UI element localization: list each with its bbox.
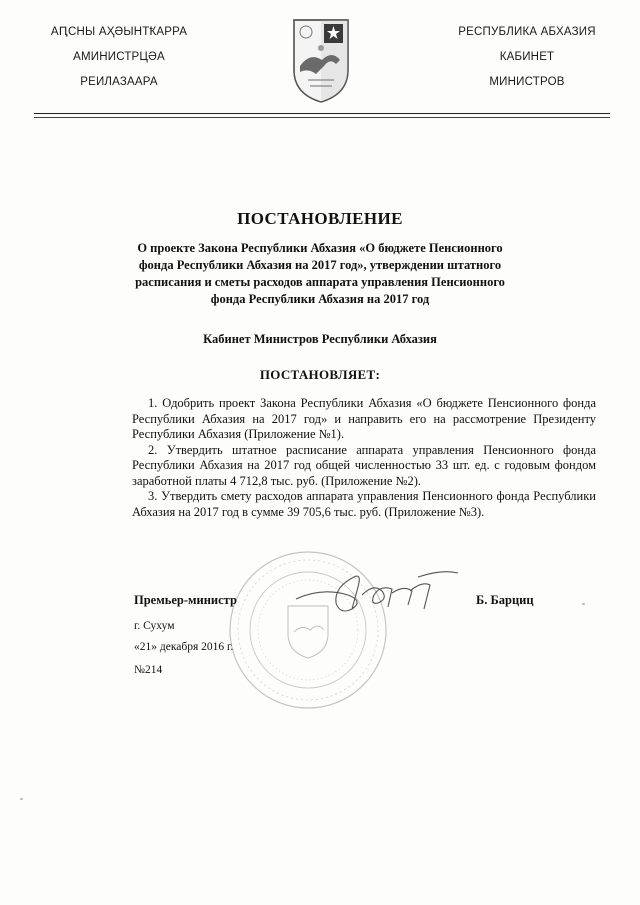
resolution-items <box>132 396 596 520</box>
scan-speck <box>20 798 23 800</box>
document-issuer: Кабинет Министров Республики Абхазия <box>203 332 437 346</box>
header-divider-thin <box>34 117 610 118</box>
handwritten-signature-icon <box>292 565 462 617</box>
issue-place: г. Сухум <box>134 620 175 632</box>
resolves-heading: ПОСТАНОВЛЯЕТ: <box>259 367 381 382</box>
header-russian-line-2: КАБИНЕТ <box>499 51 555 63</box>
issue-date: «21» декабря 2016 г. <box>134 641 234 653</box>
signatory-name: Б. Барциц <box>476 593 534 607</box>
header-abkhaz-line-2: АМИНИСТРЦӘА <box>73 51 165 63</box>
resolution-item-2: 2. Утвердить штатное расписание аппарата управления Пенсионного фонда Республики Абхазия на 2017 год общей численностью 33 шт. ед. с годовым фондом заработной платы 4 712,8 тыс. руб. (Приложение №2). <box>132 442 596 488</box>
header-russian-line-3: МИНИСТРОВ <box>489 76 565 88</box>
resolution-item-3: 3. Утвердить смету расходов аппарата управления Пенсионного фонда Республики Абхазия на 2017 год в сумме 39 705,6 тыс. руб. (Приложение №3). <box>132 489 596 519</box>
resolution-item-1: 1. Одобрить проект Закона Республики Абхазия «О бюджете Пенсионного фонда Республики Абхазия на 2017 год» и направить его на рассмотрение Президенту Республики Абхазия (Приложение №1). <box>132 396 596 441</box>
document-number: №214 <box>134 664 163 676</box>
scan-speck <box>582 603 585 605</box>
header-abkhaz-block <box>24 22 214 97</box>
header-russian-line-1: РЕСПУБЛИКА АБХАЗИЯ <box>458 26 596 38</box>
signatory-role: Премьер-министр <box>134 593 237 607</box>
header-russian-block <box>432 22 622 97</box>
header-divider-thick <box>34 113 610 114</box>
header-abkhaz-line-1: АԤСНЫ АҲӘЫНТҞАРРА <box>50 26 188 38</box>
coat-of-arms-icon <box>286 14 356 106</box>
document-subject: О проекте Закона Республики Абхазия «О бюджете Пенсионного фонда Республики Абхазия на 2017 год», утверждении штатного расписания и сметы расходов аппарата управления Пенсионного фонда Республики Абхазия на 2017 год <box>135 241 505 306</box>
header-abkhaz-line-3: РЕИЛАЗААРА <box>80 76 158 88</box>
document-title: ПОСТАНОВЛЕНИЕ <box>237 209 403 228</box>
